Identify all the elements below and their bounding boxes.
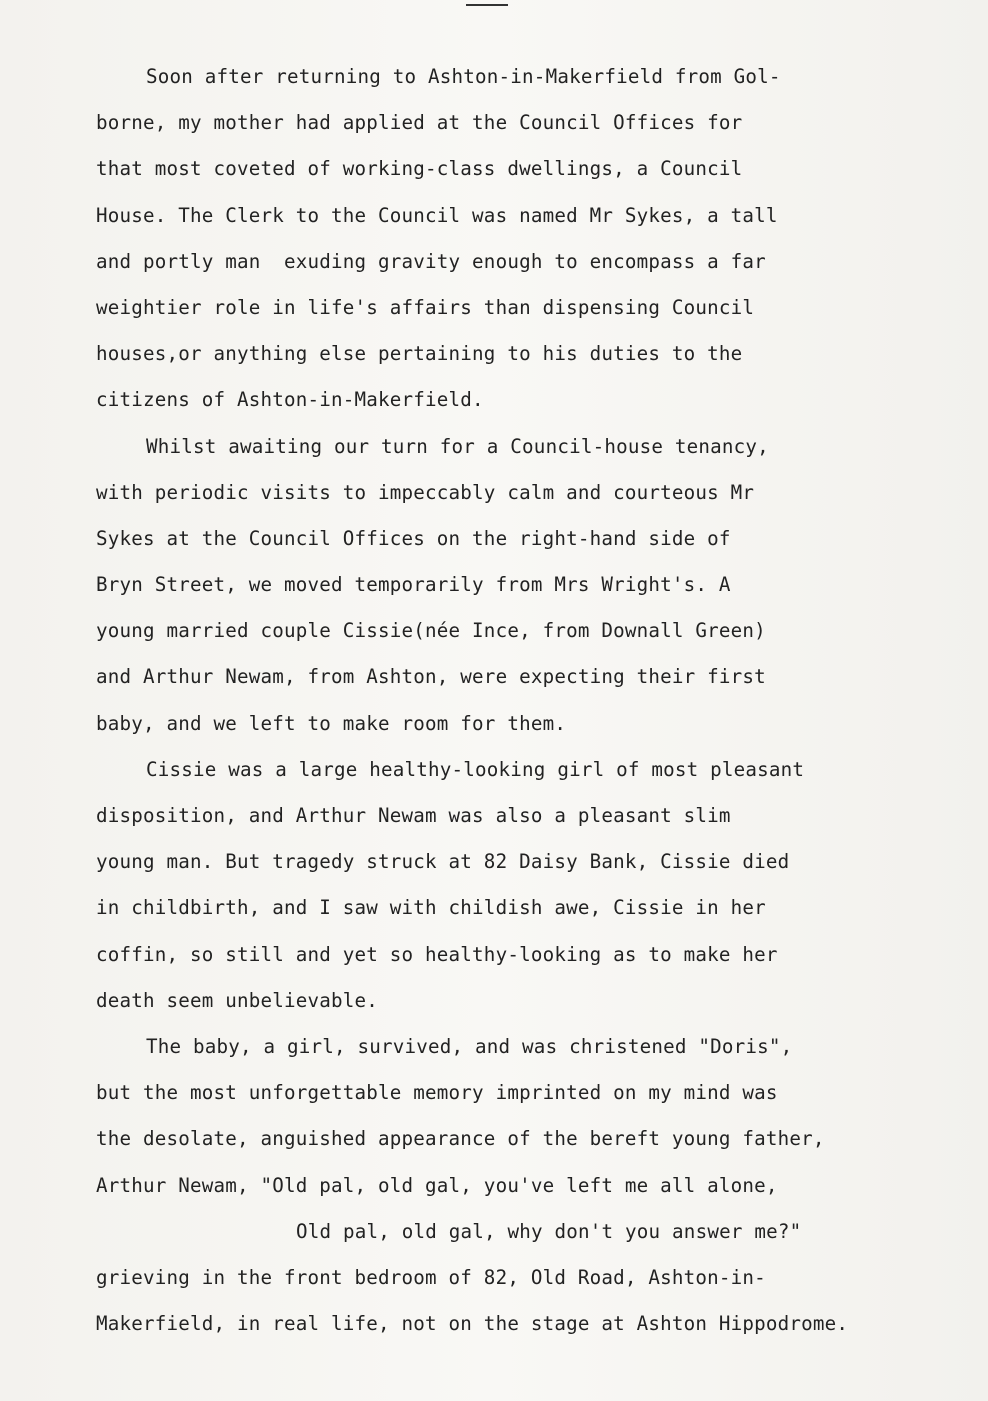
text-line: citizens of Ashton-in-Makerfield. [96, 388, 484, 412]
text-line: baby, and we left to make room for them. [96, 711, 567, 735]
text-line: with periodic visits to impeccably calm and courteous Mr [96, 480, 755, 504]
text-line: Soon after returning to Ashton-in-Makerfield from Gol- [146, 65, 781, 88]
text-line: Cissie was a large healthy-looking girl of most pleasant [146, 757, 805, 781]
text-line: and Arthur Newam, from Ashton, were expecting their first [96, 665, 766, 689]
text-line: death seem unbelievable. [96, 988, 379, 1012]
text-line: grieving in the front bedroom of 82, Old Road, Ashton-in- [96, 1265, 766, 1289]
text-line: coffin, so still and yet so healthy-looking as to make her [96, 942, 778, 966]
text-line: the desolate, anguished appearance of the bereft young father, [96, 1127, 825, 1151]
text-line: The baby, a girl, survived, and was christened "Doris", [146, 1034, 793, 1058]
text-line: borne, my mother had applied at the Council Offices for [96, 111, 743, 135]
text-line: houses,or anything else pertaining to his duties to the [96, 342, 743, 366]
text-line: House. The Clerk to the Council was named Mr Sykes, a tall [96, 203, 778, 227]
text-line: Old pal, old gal, why don't you answer me?" [296, 1219, 802, 1243]
text-line: in childbirth, and I saw with childish awe, Cissie in her [96, 896, 766, 920]
text-line: disposition, and Arthur Newam was also a pleasant slim [96, 804, 731, 827]
text-line: weightier role in life's affairs than dispensing Council [96, 295, 755, 319]
text-line: young married couple Cissie(née Ince, from Downall Green) [96, 619, 766, 643]
text-line: that most coveted of working-class dwellings, a Council [96, 157, 743, 181]
text-line: and portly man exuding gravity enough to encompass a far [96, 249, 766, 273]
header-rule [466, 4, 508, 6]
text-line: Arthur Newam, "Old pal, old gal, you've left me all alone, [96, 1173, 778, 1197]
text-line: Sykes at the Council Offices on the right-hand side of [96, 526, 731, 550]
text-line: young man. But tragedy struck at 82 Daisy Bank, Cissie died [96, 850, 790, 874]
body-text [96, 54, 976, 1347]
text-line: but the most unforgettable memory imprinted on my mind was [96, 1081, 778, 1105]
text-line: Makerfield, in real life, not on the stage at Ashton Hippodrome. [96, 1312, 849, 1336]
text-line: Bryn Street, we moved temporarily from Mrs Wright's. A [96, 573, 731, 597]
text-line: Whilst awaiting our turn for a Council-house tenancy, [146, 434, 769, 458]
